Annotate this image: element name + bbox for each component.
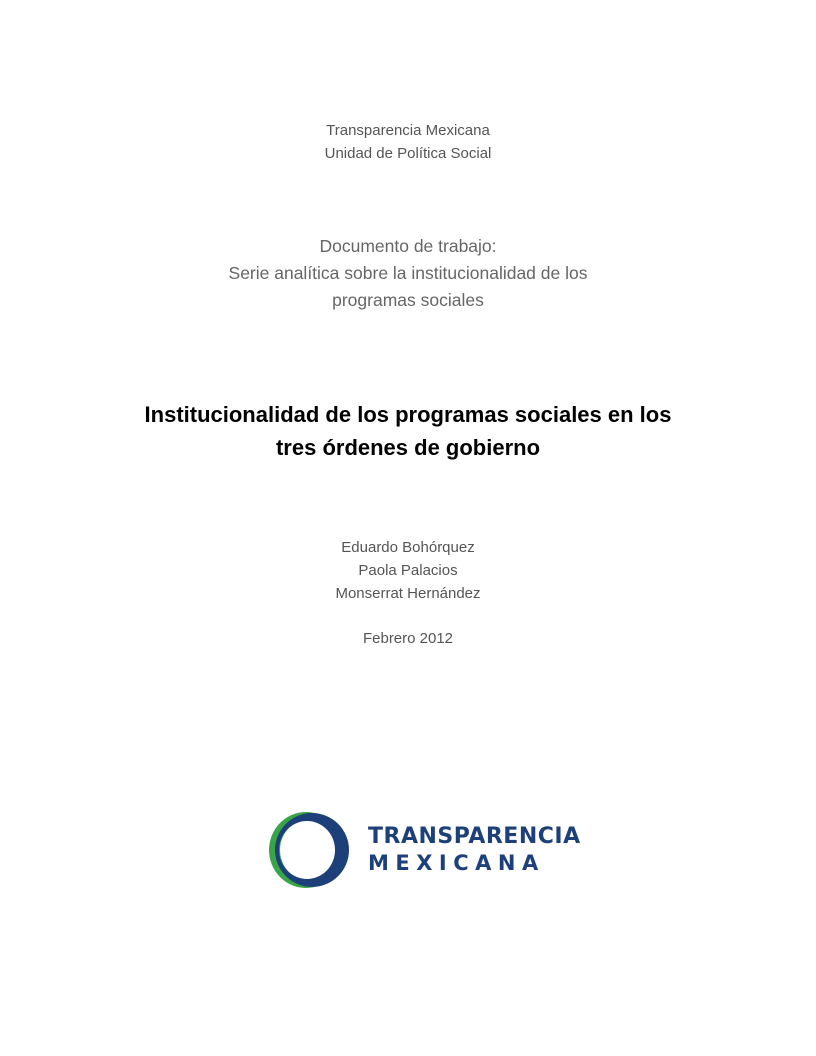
author-name: Eduardo Bohórquez xyxy=(341,539,475,556)
author-name: Monserrat Hernández xyxy=(335,585,481,602)
title-line-1: Institucionalidad de los programas sociales en los xyxy=(144,402,672,427)
author-name: Paola Palacios xyxy=(358,562,458,579)
document-type-line-2: Serie analítica sobre la institucionalidad de los xyxy=(228,263,588,283)
transparencia-mexicana-logo xyxy=(266,810,581,890)
unit-name: Unidad de Política Social xyxy=(324,145,492,162)
logo-line-1: TRANSPARENCIA xyxy=(368,824,581,849)
document-type-line-1: Documento de trabajo: xyxy=(319,236,497,256)
organization-name: Transparencia Mexicana xyxy=(326,122,490,139)
document-title xyxy=(0,398,816,464)
logo-navy-crescent xyxy=(275,813,349,887)
author-list xyxy=(0,536,816,605)
logo-ring-icon xyxy=(266,810,356,890)
document-type xyxy=(0,233,816,314)
logo-wordmark xyxy=(368,824,581,876)
organization-header xyxy=(0,119,816,165)
logo-line-2: MEXICANA xyxy=(368,851,545,875)
publication-date xyxy=(0,627,816,650)
title-line-2: tres órdenes de gobierno xyxy=(275,435,541,460)
document-type-line-3: programas sociales xyxy=(332,290,484,310)
date-text: Febrero 2012 xyxy=(362,630,454,647)
